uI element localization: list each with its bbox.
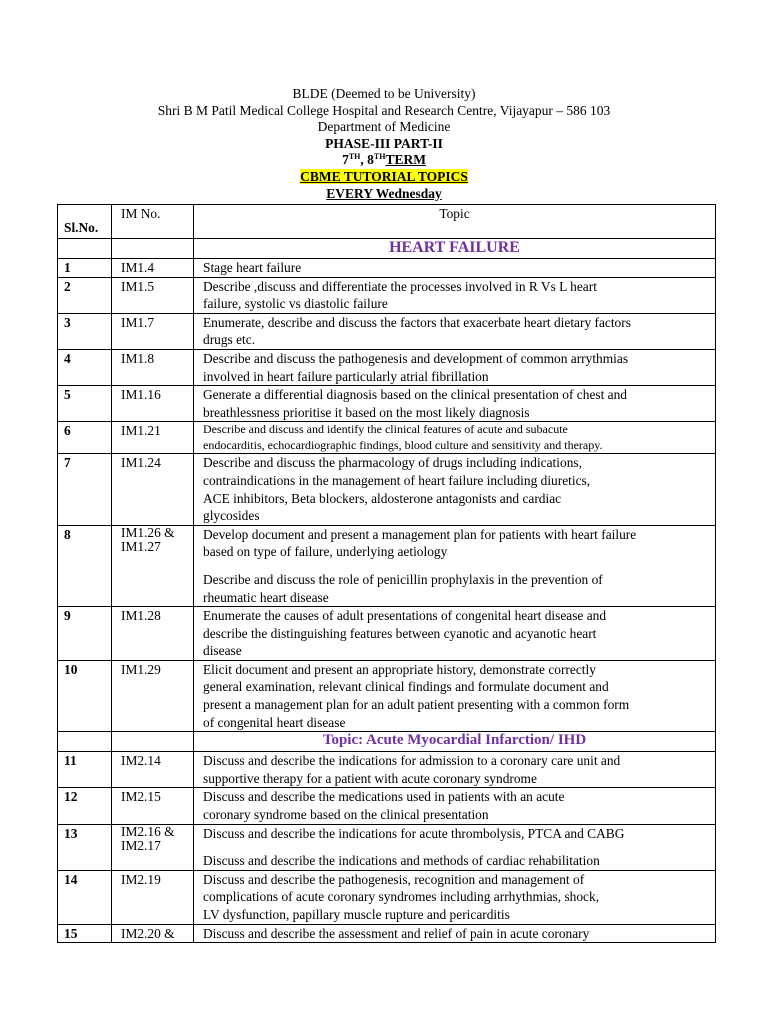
row-sl-no: 3 — [58, 313, 112, 349]
row-im-no: IM2.20 & — [112, 924, 194, 943]
row-topic: Discuss and describe the indications for acute thrombolysis, PTCA and CABG Discuss and describe the indications and methods of cardiac rehabilitation — [194, 824, 716, 870]
table-row — [58, 386, 716, 422]
row-im-no: IM1.29 — [112, 660, 194, 731]
college-name: Shri B M Patil Medical College Hospital and Research Centre, Vijayapur – 586 103 — [157, 102, 611, 118]
row-sl-no: 2 — [58, 277, 112, 313]
row-sl-no: 4 — [58, 349, 112, 385]
row-sl-no: 14 — [58, 870, 112, 924]
row-im-no: IM1.21 — [112, 422, 194, 454]
row-sl-no: 12 — [58, 788, 112, 824]
table-row — [58, 454, 716, 525]
row-sl-no: 6 — [58, 422, 112, 454]
tutorial-topics-table — [57, 204, 716, 943]
row-topic: Describe and discuss the pharmacology of drugs including indications, contraindications in the management of heart failure including diuretics, ACE inhibitors, Beta blockers, aldosterone antagonists and cardiac glycosides — [194, 454, 716, 525]
row-topic: Develop document and present a management plan for patients with heart failure based on type of failure, underlying aetiology Describe and discuss the role of penicillin prophylaxis in the prevention of rheumatic heart disease — [194, 525, 716, 606]
section-row — [58, 732, 716, 752]
row-im-no: IM2.19 — [112, 870, 194, 924]
phase-label: PHASE-III PART-II — [325, 135, 443, 151]
row-im-no: IM1.7 — [112, 313, 194, 349]
row-topic: Elicit document and present an appropriate history, demonstrate correctly general examination, relevant clinical findings and formulate document and present a management plan for an adult patient presenting with a common form of congenital heart disease — [194, 660, 716, 731]
table-row — [58, 422, 716, 454]
row-sl-no: 11 — [58, 752, 112, 788]
row-im-no: IM2.14 — [112, 752, 194, 788]
row-topic: Describe and discuss and identify the clinical features of acute and subacute endocarditis, echocardiographic findings, blood culture and sensitivity and therapy. — [194, 422, 716, 454]
table-row — [58, 525, 716, 606]
row-im-no: IM1.28 — [112, 607, 194, 661]
row-topic: Discuss and describe the assessment and relief of pain in acute coronary — [194, 924, 716, 943]
row-topic: Enumerate the causes of adult presentations of congenital heart disease and describe the distinguishing features between cyanotic and acyanotic heart disease — [194, 607, 716, 661]
row-sl-no: 5 — [58, 386, 112, 422]
row-im-no: IM1.5 — [112, 277, 194, 313]
row-topic: Generate a differential diagnosis based on the clinical presentation of chest and breathlessness prioritise it based on the most likely diagnosis — [194, 386, 716, 422]
section-heading-heart-failure: HEART FAILURE — [194, 239, 716, 259]
row-im-no: IM2.15 — [112, 788, 194, 824]
document-title: CBME TUTORIAL TOPICS — [300, 168, 468, 184]
document-header — [0, 86, 768, 202]
table-row — [58, 788, 716, 824]
department-name: Department of Medicine — [317, 119, 451, 135]
table-header-row — [58, 205, 716, 239]
section-heading-ami: Topic: Acute Myocardial Infarction/ IHD — [194, 732, 716, 752]
row-im-no: IM1.4 — [112, 259, 194, 278]
table-row — [58, 752, 716, 788]
university-name: BLDE (Deemed to be University) — [292, 86, 476, 101]
col-header-im: IM No. — [112, 205, 194, 239]
row-topic: Stage heart failure — [194, 259, 716, 278]
table-row — [58, 870, 716, 924]
section-row — [58, 239, 716, 259]
row-sl-no: 7 — [58, 454, 112, 525]
table-row — [58, 277, 716, 313]
col-header-topic: Topic — [194, 205, 716, 239]
row-im-no: IM1.24 — [112, 454, 194, 525]
row-topic: Enumerate, describe and discuss the factors that exacerbate heart dietary factors drugs etc. — [194, 313, 716, 349]
table-row — [58, 259, 716, 278]
row-topic: Discuss and describe the pathogenesis, recognition and management of complications of acute coronary syndromes including arrhythmias, shock, LV dysfunction, papillary muscle rupture and pericarditis — [194, 870, 716, 924]
table-row — [58, 607, 716, 661]
table-row — [58, 924, 716, 943]
table-row — [58, 313, 716, 349]
row-topic: Describe ,discuss and differentiate the processes involved in R Vs L heart failure, systolic vs diastolic failure — [194, 277, 716, 313]
row-topic: Discuss and describe the medications used in patients with an acute coronary syndrome based on the clinical presentation — [194, 788, 716, 824]
row-sl-no: 10 — [58, 660, 112, 731]
row-sl-no: 15 — [58, 924, 112, 943]
col-header-sl: Sl.No. — [58, 205, 112, 239]
table-row — [58, 349, 716, 385]
table-row — [58, 824, 716, 870]
schedule-label: EVERY Wednesday — [326, 185, 442, 201]
row-im-no: IM2.16 & IM2.17 — [112, 824, 194, 870]
row-im-no: IM1.8 — [112, 349, 194, 385]
term-label: 7TH, 8THTERM — [342, 152, 426, 168]
row-im-no: IM1.16 — [112, 386, 194, 422]
row-sl-no: 13 — [58, 824, 112, 870]
row-topic: Discuss and describe the indications for admission to a coronary care unit and supportive therapy for a patient with acute coronary syndrome — [194, 752, 716, 788]
row-sl-no: 1 — [58, 259, 112, 278]
table-row — [58, 660, 716, 731]
row-im-no: IM1.26 & IM1.27 — [112, 525, 194, 606]
row-topic: Describe and discuss the pathogenesis and development of common arrythmias involved in heart failure particularly atrial fibrillation — [194, 349, 716, 385]
row-sl-no: 9 — [58, 607, 112, 661]
row-sl-no: 8 — [58, 525, 112, 606]
